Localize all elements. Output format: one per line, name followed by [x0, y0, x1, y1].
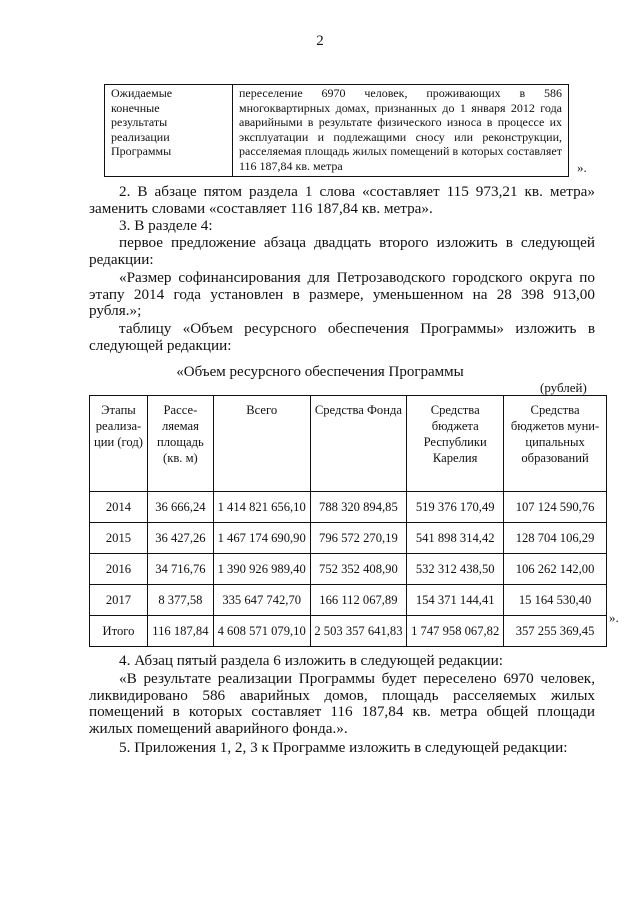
table-caption: «Объем ресурсного обеспечения Программы [176, 364, 464, 380]
table-row [90, 554, 607, 585]
quote-end: ». [609, 610, 619, 625]
excerpt-label [105, 85, 233, 176]
table-row [90, 492, 607, 523]
table-cell: 2015 [90, 523, 148, 554]
table-cell: 166 112 067,89 [310, 585, 407, 616]
table-cell: 36 427,26 [147, 523, 213, 554]
table-cell: 1 467 174 690,90 [213, 523, 310, 554]
table-cell: 106 262 142,00 [504, 554, 607, 585]
excerpt-label-line: конечные [111, 100, 160, 115]
table-cell: 128 704 106,29 [504, 523, 607, 554]
paragraph-4: 4. Абзац пятый раздела 6 изложить в следующей редакции: [119, 652, 504, 669]
table-cell: 15 164 530,40 [504, 585, 607, 616]
table-cell: 335 647 742,70 [213, 585, 310, 616]
table-cell: 2014 [90, 492, 148, 523]
excerpt-table [104, 84, 569, 177]
table-cell: 1 747 958 067,82 [407, 616, 504, 647]
table-row [90, 523, 607, 554]
table-cell: 2 503 357 641,83 [310, 616, 407, 647]
table-units: (рублей) [540, 380, 587, 395]
table-cell: 36 666,24 [147, 492, 213, 523]
table-cell: 357 255 369,45 [504, 616, 607, 647]
paragraph-5: 5. Приложения 1, 2, 3 к Программе изложить в следующей редакции: [119, 739, 568, 756]
table-cell: 532 312 438,50 [407, 554, 504, 585]
header-cell: Средства бюджета Республики Карелия [407, 396, 504, 492]
table-cell: 2017 [90, 585, 148, 616]
table-cell: 8 377,58 [147, 585, 213, 616]
table-cell: 154 371 144,41 [407, 585, 504, 616]
excerpt-label-line: результаты [111, 115, 168, 130]
resource-table [89, 395, 607, 647]
paragraph-3b: «Размер софинансирования для Петрозаводского городского округа по этапу 2014 года установлен в размере, уменьшенном на 28 398 913,00 рубля.»; [89, 269, 595, 320]
header-cell: Средства бюджетов муни-ципальных образований [504, 396, 607, 492]
paragraph-3c: таблицу «Объем ресурсного обеспечения Программы» изложить в следующей редакции: [89, 320, 595, 354]
table-header-row [90, 396, 607, 492]
paragraph-4a: «В результате реализации Программы будет переселено 6970 человек, ликвидировано 586 аварийных домов, площадь расселяемых жилых помещений в которых составляет 116 187,84 кв. метра общей площади жилых помещений аварийного фонда.». [89, 670, 595, 737]
header-cell: Средства Фонда [310, 396, 407, 492]
paragraph-3a: первое предложение абзаца двадцать второго изложить в следующей редакции: [89, 234, 595, 268]
excerpt-label-line: Программы [111, 144, 172, 159]
table-cell: Итого [90, 616, 148, 647]
table-cell: 1 414 821 656,10 [213, 492, 310, 523]
paragraph-3: 3. В разделе 4: [119, 217, 213, 234]
header-cell: Этапы реализа-ции (год) [90, 396, 148, 492]
excerpt-label-line: реализации [111, 129, 170, 144]
quote-end: ». [577, 160, 587, 175]
table-cell: 107 124 590,76 [504, 492, 607, 523]
table-cell: 116 187,84 [147, 616, 213, 647]
header-cell: Всего [213, 396, 310, 492]
paragraph-2: 2. В абзаце пятом раздела 1 слова «составляет 115 973,21 кв. метра» заменить словами «составляет 116 187,84 кв. метра». [89, 183, 595, 217]
table-total-row [90, 616, 607, 647]
table-cell: 1 390 926 989,40 [213, 554, 310, 585]
table-cell: 752 352 408,90 [310, 554, 407, 585]
excerpt-text: переселение 6970 человек, проживающих в 586 многоквартирных домах, признанных до 1 января 2012 года аварийными в результате физического износа в процессе их эксплуатации и подлежащими сносу или реконструкции, расселяемая площадь жилых помещений в которых составляет 116 187,84 кв. метра [239, 86, 562, 173]
header-cell: Рассе-ляемая площадь (кв. м) [147, 396, 213, 492]
table-cell: 34 716,76 [147, 554, 213, 585]
table-cell: 788 320 894,85 [310, 492, 407, 523]
table-cell: 796 572 270,19 [310, 523, 407, 554]
table-cell: 519 376 170,49 [407, 492, 504, 523]
excerpt-label-line: Ожидаемые [111, 86, 173, 100]
table-row [90, 585, 607, 616]
table-cell: 4 608 571 079,10 [213, 616, 310, 647]
page-number: 2 [316, 33, 324, 49]
table-cell: 2016 [90, 554, 148, 585]
table-cell: 541 898 314,42 [407, 523, 504, 554]
